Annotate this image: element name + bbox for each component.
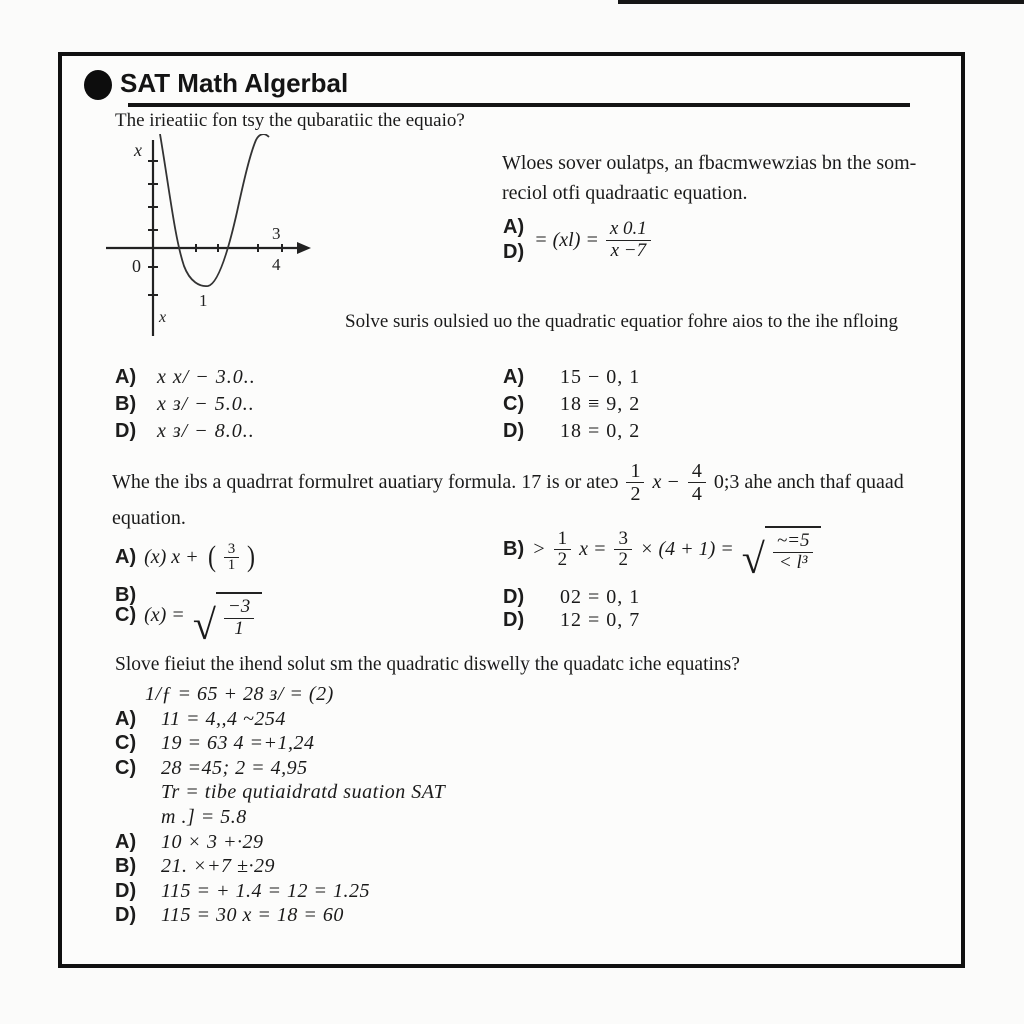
option-text: 12 = 0, 7: [560, 609, 641, 631]
line-text: m .] = 5.8: [161, 805, 247, 828]
fraction-numerator: 3: [224, 542, 240, 558]
q4-option-row: [115, 904, 945, 929]
fraction-one-half: [554, 529, 572, 572]
option-text: x ɜ/ − 8.0..: [157, 420, 255, 442]
q4-option-row: [115, 880, 945, 905]
question-3-line-1: [112, 460, 940, 505]
option-row: [115, 420, 256, 441]
option-letter: C): [115, 732, 137, 755]
line-text: Tr = tibe qutiaidratd suation SAT: [161, 781, 446, 804]
option-mid-2: × (4 + 1) =: [639, 538, 734, 561]
option-text: x ɜ/ − 5.0..: [157, 393, 255, 415]
option-text: (x) =: [144, 604, 185, 627]
question-4-block: [115, 654, 945, 929]
sqrt-fraction: [773, 531, 814, 574]
option-text: 02 = 0, 1: [560, 586, 641, 608]
option-row: [115, 366, 256, 387]
fraction-numerator: 1: [554, 529, 572, 551]
option-letter: A): [115, 545, 137, 568]
option-letter: A): [115, 366, 137, 388]
equation-1-fraction: [606, 219, 651, 262]
title-underline: [128, 103, 910, 107]
fraction-denominator: 1: [234, 617, 244, 639]
option-letter: D): [503, 586, 525, 608]
page-title: SAT Math Algerbal: [120, 68, 349, 98]
fraction-numerator: 3: [614, 529, 632, 551]
line-text: 28 =45; 2 = 4,95: [161, 756, 308, 779]
fraction-numerator: ~=5: [773, 531, 814, 553]
x-axis-arrowhead: [297, 242, 311, 254]
line-text: 21. ×+7 ±·29: [161, 855, 275, 878]
line-text: 19 = 63 4 =+1,24: [161, 732, 315, 755]
fraction-denominator: 1: [227, 556, 236, 573]
options-1-left: [115, 366, 256, 447]
option-2rd1: [503, 586, 640, 609]
option-letter: A): [115, 707, 137, 730]
radical-icon: √: [192, 603, 216, 650]
option-row: [503, 420, 640, 441]
option-row: [503, 366, 640, 387]
fraction-numerator: −3: [224, 597, 254, 619]
line-text: 115 = + 1.4 = 12 = 1.25: [161, 879, 370, 902]
question-4-text: Slove fieiut the ihend solut sm the quadratic diswelly the quadatc iche equatins?: [115, 654, 740, 675]
option-text: 18 = 0, 2: [560, 420, 641, 442]
option-row: [503, 393, 640, 414]
line-text: 1/ƒ = 65 + 28 ɜ/ = (2): [145, 683, 334, 705]
parabola-graph: [98, 134, 316, 342]
graph-tick-label-4: 4: [272, 255, 281, 274]
graph-y-axis-label: x: [134, 140, 142, 160]
option-row: [115, 393, 256, 414]
option-letter: C): [115, 756, 137, 779]
question-3-after: 0;3 ahe anch thaf quaad: [713, 471, 904, 493]
equation-1-lhs: = (xl) =: [534, 228, 599, 251]
inline-fraction-2: [688, 460, 706, 505]
fraction-denominator: 2: [618, 549, 628, 571]
option-letter: A): [115, 830, 137, 853]
option-2a: [115, 540, 256, 574]
worksheet-border: [58, 52, 965, 968]
options-1-right: [503, 366, 640, 447]
inline-fraction-1: [626, 460, 644, 505]
option-letter-a: A): [503, 216, 525, 238]
graph-origin-label: 0: [132, 256, 141, 276]
graph-x-axis-label: x: [159, 309, 167, 326]
equation-1: [503, 216, 651, 264]
q4-note-line: [115, 781, 945, 806]
radical-icon: √: [741, 537, 765, 584]
line-text: 11 = 4,,4 ~254: [161, 707, 286, 730]
option-text: 15 − 0, 1: [560, 366, 641, 388]
option-letter: A): [503, 366, 525, 388]
fraction-denominator: 2: [557, 549, 568, 571]
fraction-denominator: 4: [691, 483, 702, 505]
option-letter: D): [503, 420, 525, 442]
fraction-denominator: x −7: [610, 239, 647, 261]
option-letter: B): [115, 855, 137, 878]
question-2-text: Solve suris oulsied uo the quadratic equatior fohre aios to the ihe nfloing: [345, 311, 898, 332]
close-paren: ): [247, 540, 256, 573]
small-fraction: [224, 542, 240, 573]
option-text: (x) x +: [144, 545, 199, 568]
option-letter: C): [503, 393, 525, 415]
option-letter-d: D): [503, 241, 525, 263]
option-pre: >: [532, 538, 546, 561]
fraction-denominator: < l³: [778, 551, 808, 573]
sqrt-fraction: [224, 597, 254, 640]
q4-option-row: [115, 757, 945, 782]
intro-line-1: Wloes sover oulatps, an fbacmwewzias bn the som-: [502, 152, 917, 174]
intro-line-2: reciol otfi quadraatic equation.: [502, 182, 748, 204]
q4-option-row: [115, 708, 945, 733]
stray-top-rule: [618, 0, 1024, 4]
q4-option-row: [115, 855, 945, 880]
option-letter: D): [115, 904, 137, 927]
parabola-curve: [160, 134, 269, 286]
fraction-three-halves: [614, 529, 632, 572]
question-3-before: Whe the ibs a quadrrat formulret auatiary formula. 17 is or ateɔ: [112, 471, 619, 493]
line-text: 115 = 30 x = 18 = 60: [161, 904, 344, 927]
open-paren: (: [207, 540, 216, 573]
bullet-icon: [84, 70, 112, 100]
q4-option-row: [115, 831, 945, 856]
fraction-numerator: x 0.1: [606, 219, 651, 241]
question-3: [112, 460, 940, 530]
option-2c: [115, 592, 262, 650]
fraction-denominator: 2: [630, 483, 641, 505]
fraction-numerator: 1: [626, 460, 644, 483]
question-3-line-2: equation.: [112, 507, 186, 529]
option-text: 18 ≡ 9, 2: [560, 393, 641, 415]
q4-option-row: [115, 732, 945, 757]
option-mid: x =: [579, 538, 607, 561]
question-1-text: The irieatiic fon tsy the qubaratiic the equaio?: [115, 110, 465, 131]
fraction-numerator: 4: [688, 460, 706, 483]
option-letter: B): [503, 538, 525, 561]
option-letter: C): [115, 604, 137, 627]
square-root: [192, 592, 262, 650]
option-letter: D): [503, 609, 525, 631]
graph-tick-label-3: 3: [272, 224, 281, 243]
option-2rb: [503, 526, 821, 584]
option-letter: D): [115, 420, 137, 442]
option-letter: B): [115, 393, 137, 415]
paren-fraction: [207, 540, 257, 574]
line-text: 10 × 3 +·29: [161, 830, 264, 853]
intro-paragraph: [502, 148, 938, 208]
q4-note-line: [115, 806, 945, 831]
option-2rd2: [503, 609, 640, 632]
option-letter: D): [115, 879, 137, 902]
option-text: x x/ − 3.0..: [157, 366, 256, 388]
square-root: [741, 526, 822, 584]
q4-equation-line: [115, 683, 945, 708]
option-letter: B): [115, 584, 137, 606]
question-3-mid: x −: [652, 471, 680, 493]
graph-vertex-label: 1: [199, 291, 208, 310]
